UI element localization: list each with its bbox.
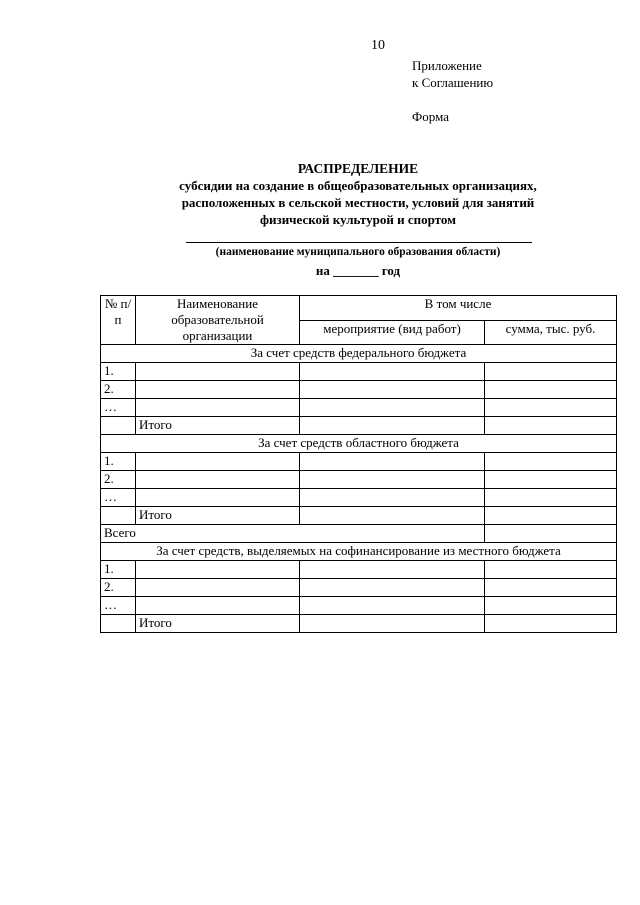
table-row <box>101 471 617 489</box>
cell-event <box>300 471 485 489</box>
cell-sum <box>485 597 617 615</box>
cell-event <box>300 453 485 471</box>
total-row <box>101 507 617 525</box>
row-number: 1. <box>101 453 136 471</box>
cell-sum <box>485 399 617 417</box>
grand-total-row <box>101 525 617 543</box>
cell-event <box>300 363 485 381</box>
cell-empty <box>101 417 136 435</box>
cell-sum <box>485 363 617 381</box>
cell-empty <box>101 507 136 525</box>
cell-sum <box>485 615 617 633</box>
grand-total-label: Всего <box>101 525 485 543</box>
row-number: 1. <box>101 561 136 579</box>
cell-name <box>136 471 300 489</box>
total-label: Итого <box>136 417 300 435</box>
cell-event <box>300 417 485 435</box>
cell-event <box>300 579 485 597</box>
cell-sum <box>485 417 617 435</box>
header-organization-name: Наименование образовательной организации <box>136 296 300 345</box>
cell-sum <box>485 507 617 525</box>
cell-empty <box>101 615 136 633</box>
total-row <box>101 417 617 435</box>
cell-sum <box>485 579 617 597</box>
cell-event <box>300 597 485 615</box>
section-local: За счет средств, выделяемых на софинансирование из местного бюджета <box>101 543 617 561</box>
cell-name <box>136 579 300 597</box>
row-number: 2. <box>101 579 136 597</box>
cell-event <box>300 381 485 399</box>
cell-name <box>136 381 300 399</box>
row-number: 2. <box>101 471 136 489</box>
cell-event <box>300 507 485 525</box>
cell-sum <box>485 471 617 489</box>
table-row <box>101 381 617 399</box>
cell-event <box>300 561 485 579</box>
title-line-3: физической культурой и спортом <box>259 212 456 227</box>
section-row-federal <box>101 345 617 363</box>
table-row <box>101 561 617 579</box>
cell-event <box>300 615 485 633</box>
cell-event <box>300 489 485 507</box>
cell-name <box>136 399 300 417</box>
header-including: В том числе <box>300 296 617 321</box>
appendix-block <box>412 57 493 91</box>
total-row <box>101 615 617 633</box>
appendix-agreement: к Соглашению <box>412 75 494 90</box>
cell-name <box>136 489 300 507</box>
cell-sum <box>485 525 617 543</box>
cell-name <box>136 453 300 471</box>
year-line: на _______ год <box>315 263 401 278</box>
section-row-local <box>101 543 617 561</box>
distribution-table <box>100 295 617 633</box>
title-line-2: расположенных в сельской местности, условий для занятий <box>181 195 535 210</box>
header-number: № п/п <box>101 296 136 345</box>
table-row <box>101 579 617 597</box>
form-label: Форма <box>412 109 449 124</box>
row-number: … <box>101 597 136 615</box>
cell-name <box>136 363 300 381</box>
page-number: 10 <box>371 38 385 53</box>
table-row <box>101 489 617 507</box>
municipality-blank-line <box>186 242 532 243</box>
appendix-title: Приложение <box>412 58 482 73</box>
title-main: РАСПРЕДЕЛЕНИЕ <box>297 161 419 176</box>
header-sum: сумма, тыс. руб. <box>485 320 617 345</box>
document-title <box>100 160 616 228</box>
row-number: … <box>101 399 136 417</box>
cell-sum <box>485 453 617 471</box>
cell-sum <box>485 381 617 399</box>
title-line-1: субсидии на создание в общеобразовательных организациях, <box>179 178 537 193</box>
cell-name <box>136 561 300 579</box>
cell-sum <box>485 561 617 579</box>
row-number: 2. <box>101 381 136 399</box>
table-row <box>101 597 617 615</box>
total-label: Итого <box>136 615 300 633</box>
section-federal: За счет средств федерального бюджета <box>101 345 617 363</box>
municipality-caption: (наименование муниципального образования области) <box>215 246 501 258</box>
row-number: … <box>101 489 136 507</box>
table-row <box>101 399 617 417</box>
cell-name <box>136 597 300 615</box>
cell-event <box>300 399 485 417</box>
row-number: 1. <box>101 363 136 381</box>
table-header-row <box>101 296 617 321</box>
total-label: Итого <box>136 507 300 525</box>
cell-sum <box>485 489 617 507</box>
header-event: мероприятие (вид работ) <box>300 320 485 345</box>
section-regional: За счет средств областного бюджета <box>101 435 617 453</box>
table-row <box>101 363 617 381</box>
table-row <box>101 453 617 471</box>
section-row-regional <box>101 435 617 453</box>
